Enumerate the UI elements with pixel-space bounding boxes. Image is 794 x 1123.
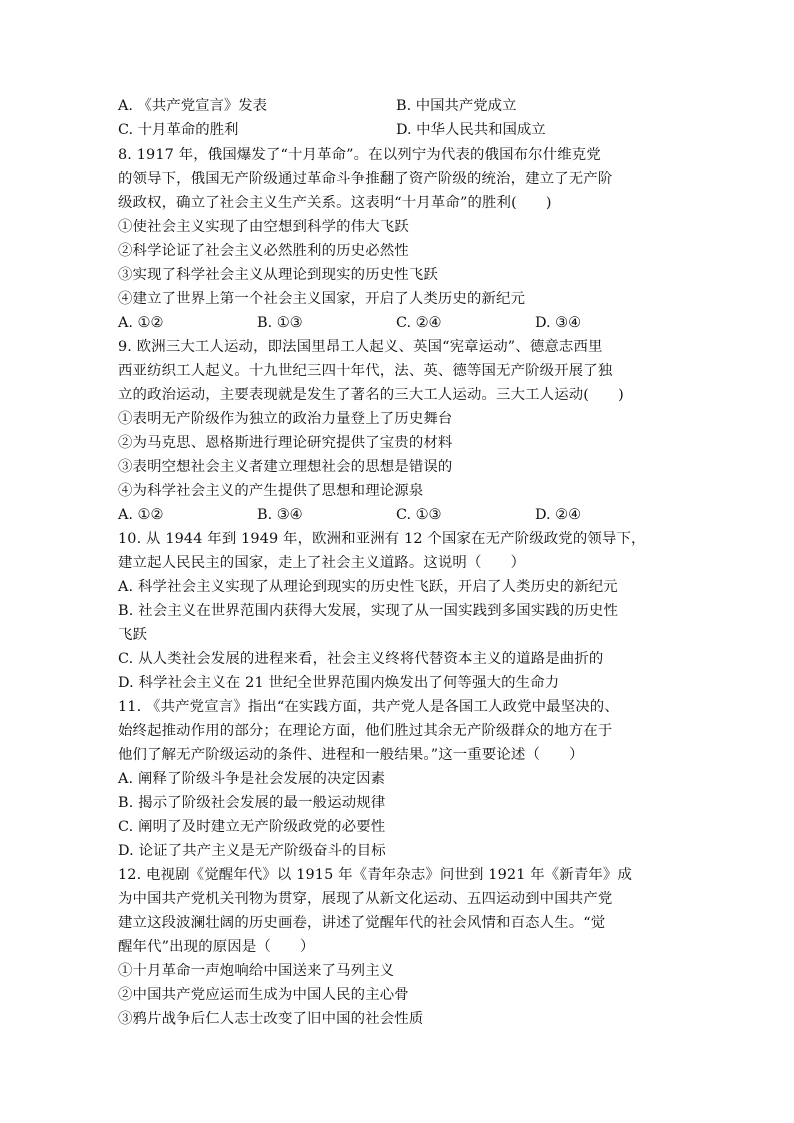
q9-statement-4: ④为科学社会主义的产生提供了思想和理论源泉: [118, 483, 424, 499]
q7-option-c: C. 十月革命的胜利: [118, 122, 239, 138]
q11-stem-line-1: 11. 《共产党宣言》指出“在实践方面，共产党人是各国工人政党中最坚决的、: [118, 699, 619, 715]
q8-statement-1: ①使社会主义实现了由空想到科学的伟大飞跃: [118, 219, 409, 235]
q9-statement-1: ①表明无产阶级作为独立的政治力量登上了历史舞台: [118, 411, 453, 427]
q12-stem-line-3: 建立这段波澜壮阔的历史画卷，讲述了觉醒年代的社会风情和百态人生。“觉: [118, 915, 606, 931]
q11-option-b: B. 揭示了阶级社会发展的最一般运动规律: [118, 795, 386, 811]
q11-option-c: C. 阐明了及时建立无产阶级政党的必要性: [118, 819, 386, 835]
q7-option-d: D. 中华人民共和国成立: [396, 122, 546, 138]
q8-option-b: B. ①③: [257, 315, 303, 331]
q12-stem-line-4: 醒年代”出现的原因是（ ）: [118, 939, 315, 955]
q9-option-c: C. ①③: [396, 507, 442, 523]
q10-option-b: B. 社会主义在世界范围内获得大发展，实现了从一国实践到多国实践的历史性: [118, 603, 619, 619]
q8-options-row: [118, 313, 678, 333]
q10-option-d: D. 科学社会主义在 21 世纪全世界范围内焕发出了何等强大的生命力: [118, 675, 560, 691]
q12-stem-line-2: 为中国共产党机关刊物为贯穿，展现了从新文化运动、五四运动到中国共产党: [118, 891, 613, 907]
q9-options-row: [118, 505, 678, 525]
q11-option-d: D. 论证了共产主义是无产阶级奋斗的目标: [118, 843, 386, 859]
q8-statement-2: ②科学论证了社会主义必然胜利的历史必然性: [118, 243, 409, 259]
q7-options-row-2: [118, 120, 678, 140]
q10-option-c: C. 从人类社会发展的进程来看，社会主义终将代替资本主义的道路是曲折的: [118, 651, 604, 667]
q12-statement-2: ②中国共产党应运而生成为中国人民的主心骨: [118, 987, 409, 1003]
q8-stem-line-2: 的领导下，俄国无产阶级通过革命斗争推翻了资产阶级的统治，建立了无产阶: [118, 171, 613, 187]
q9-option-b: B. ③④: [257, 507, 303, 523]
q10-stem-line-1: 10. 从 1944 年到 1949 年，欧洲和亚洲有 12 个国家在无产阶级政党的领导下，: [118, 531, 646, 547]
q9-statement-3: ③表明空想社会主义者建立理想社会的思想是错误的: [118, 459, 453, 475]
q8-option-c: C. ②④: [396, 315, 442, 331]
q8-option-d: D. ③④: [535, 315, 581, 331]
q9-statement-2: ②为马克思、恩格斯进行理论研究提供了宝贵的材料: [118, 435, 453, 451]
q10-option-a: A. 科学社会主义实现了从理论到现实的历史性飞跃，开启了人类历史的新纪元: [118, 579, 618, 595]
q8-option-a: A. ①②: [118, 315, 164, 331]
q8-statement-3: ③实现了科学社会主义从理论到现实的历史性飞跃: [118, 267, 438, 283]
q11-option-a: A. 阐释了阶级斗争是社会发展的决定因素: [118, 771, 386, 787]
q7-options-row-1: [118, 96, 678, 116]
q9-stem-line-2: 西亚纺织工人起义。十九世纪三四十年代，法、英、德等国无产阶级开展了独: [118, 363, 613, 379]
q9-stem-line-3: 立的政治运动，主要表现就是发生了著名的三大工人运动。三大工人运动( ): [118, 387, 624, 403]
q8-stem-line-1: 8. 1917 年，俄国爆发了“十月革命”。在以列宁为代表的俄国布尔什维克党: [118, 147, 601, 163]
q9-stem-line-1: 9. 欧洲三大工人运动，即法国里昂工人起义、英国“宪章运动”、德意志西里: [118, 339, 603, 355]
q10-stem-line-2: 建立起人民民主的国家，走上了社会主义道路。这说明（ ）: [118, 555, 526, 571]
q10-option-b-continued: 飞跃: [118, 627, 148, 643]
q11-stem-line-3: 他们了解无产阶级运动的条件、进程和一般结果。”这一重要论述（ ）: [118, 747, 584, 763]
q12-statement-3: ③鸦片战争后仁人志士改变了旧中国的社会性质: [118, 1011, 424, 1027]
q12-statement-1: ①十月革命一声炮响给中国送来了马列主义: [118, 963, 395, 979]
q8-stem-line-3: 级政权，确立了社会主义生产关系。这表明“十月革命”的胜利( ): [118, 195, 552, 211]
q7-option-b: B. 中国共产党成立: [396, 98, 517, 114]
q9-option-d: D. ②④: [535, 507, 581, 523]
q12-stem-line-1: 12. 电视剧《觉醒年代》以 1915 年《青年杂志》问世到 1921 年《新青年》成: [118, 867, 633, 883]
q7-option-a: A. 《共产党宣言》发表: [118, 98, 268, 114]
q8-statement-4: ④建立了世界上第一个社会主义国家，开启了人类历史的新纪元: [118, 291, 526, 307]
q11-stem-line-2: 始终起推动作用的部分；在理论方面，他们胜过其余无产阶级群众的地方在于: [118, 723, 613, 739]
q9-option-a: A. ①②: [118, 507, 164, 523]
